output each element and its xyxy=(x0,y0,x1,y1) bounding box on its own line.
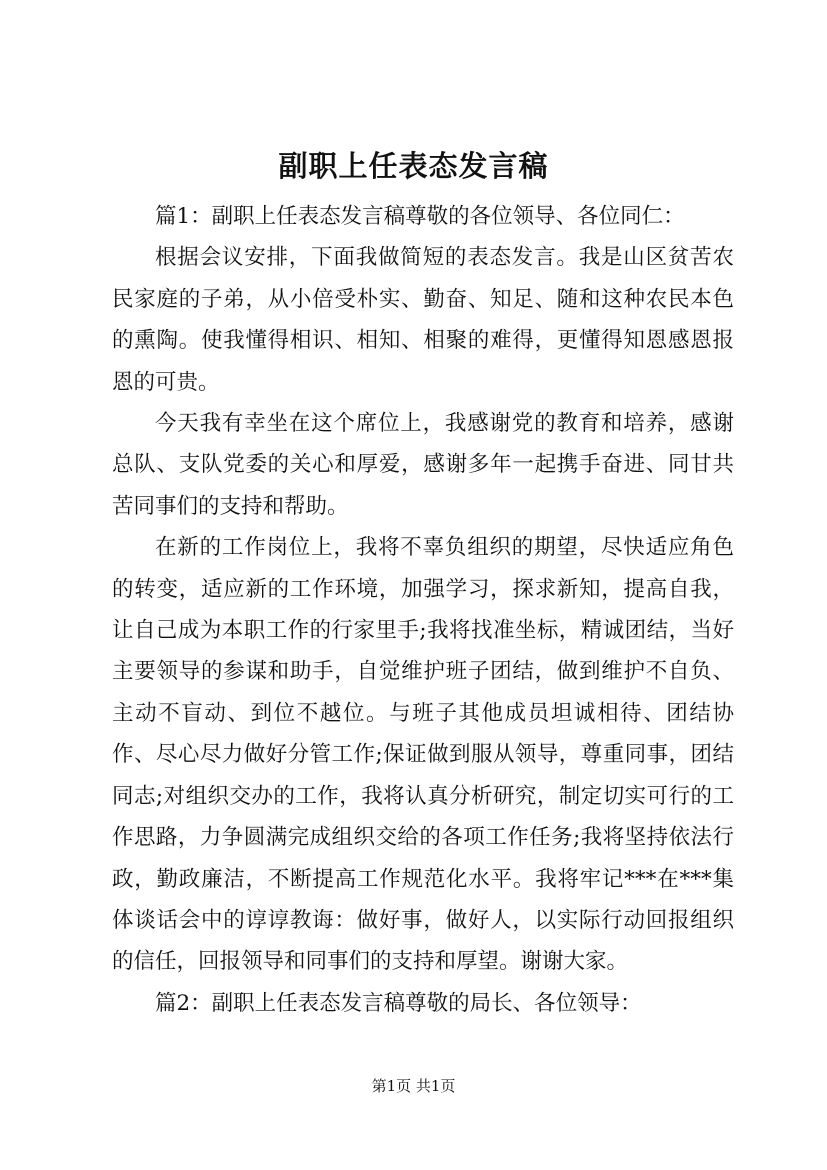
document-body xyxy=(112,196,734,1024)
paragraph-heading-2: 篇2：副职上任表态发言稿尊敬的局长、各位领导： xyxy=(155,990,642,1016)
paragraph-commitment: 在新的工作岗位上，我将不辜负组织的期望，尽快适应角色的转变，适应新的工作环境，加强学习，探求新知，提高自我，让自己成为本职工作的行家里手;我将找准坐标，精诚团结，当好主要领导的参谋和助手，自觉维护班子团结，做到维护不自负、主动不盲动、到位不越位。与班子其他成员坦诚相待、团结协作、尽心尽力做好分管工作;保证做到服从领导，尊重同事，团结同志;对组织交办的工作，我将认真分析研究，制定切实可行的工作思路，力争圆满完成组织交给的各项工作任务;我将坚持依法行政，勤政廉洁，不断提高工作规范化水平。我将牢记***在***集体谈话会中的谆谆教诲：做好事，做好人，以实际行动回报组织的信任，回报领导和同事们的支持和厚望。谢谢大家。 xyxy=(112,535,734,975)
paragraph-heading-1: 篇1：副职上任表态发言稿尊敬的各位领导、各位同仁： xyxy=(155,204,685,229)
document-title: 副职上任表态发言稿 xyxy=(278,149,549,183)
paragraph-thanks: 今天我有幸坐在这个席位上，我感谢党的教育和培养，感谢总队、支队党委的关心和厚爱，感谢多年一起携手奋进、同甘共苦同事们的支持和帮助。 xyxy=(112,411,734,519)
paragraph-intro: 根据会议安排，下面我做简短的表态发言。我是山区贫苦农民家庭的子弟，从小倍受朴实、勤奋、知足、随和这种农民本色的熏陶。使我懂得相识、相知、相聚的难得，更懂得知恩感恩报恩的可贵。 xyxy=(112,245,734,395)
page-footer: 第1页 共1页 xyxy=(371,1077,456,1095)
